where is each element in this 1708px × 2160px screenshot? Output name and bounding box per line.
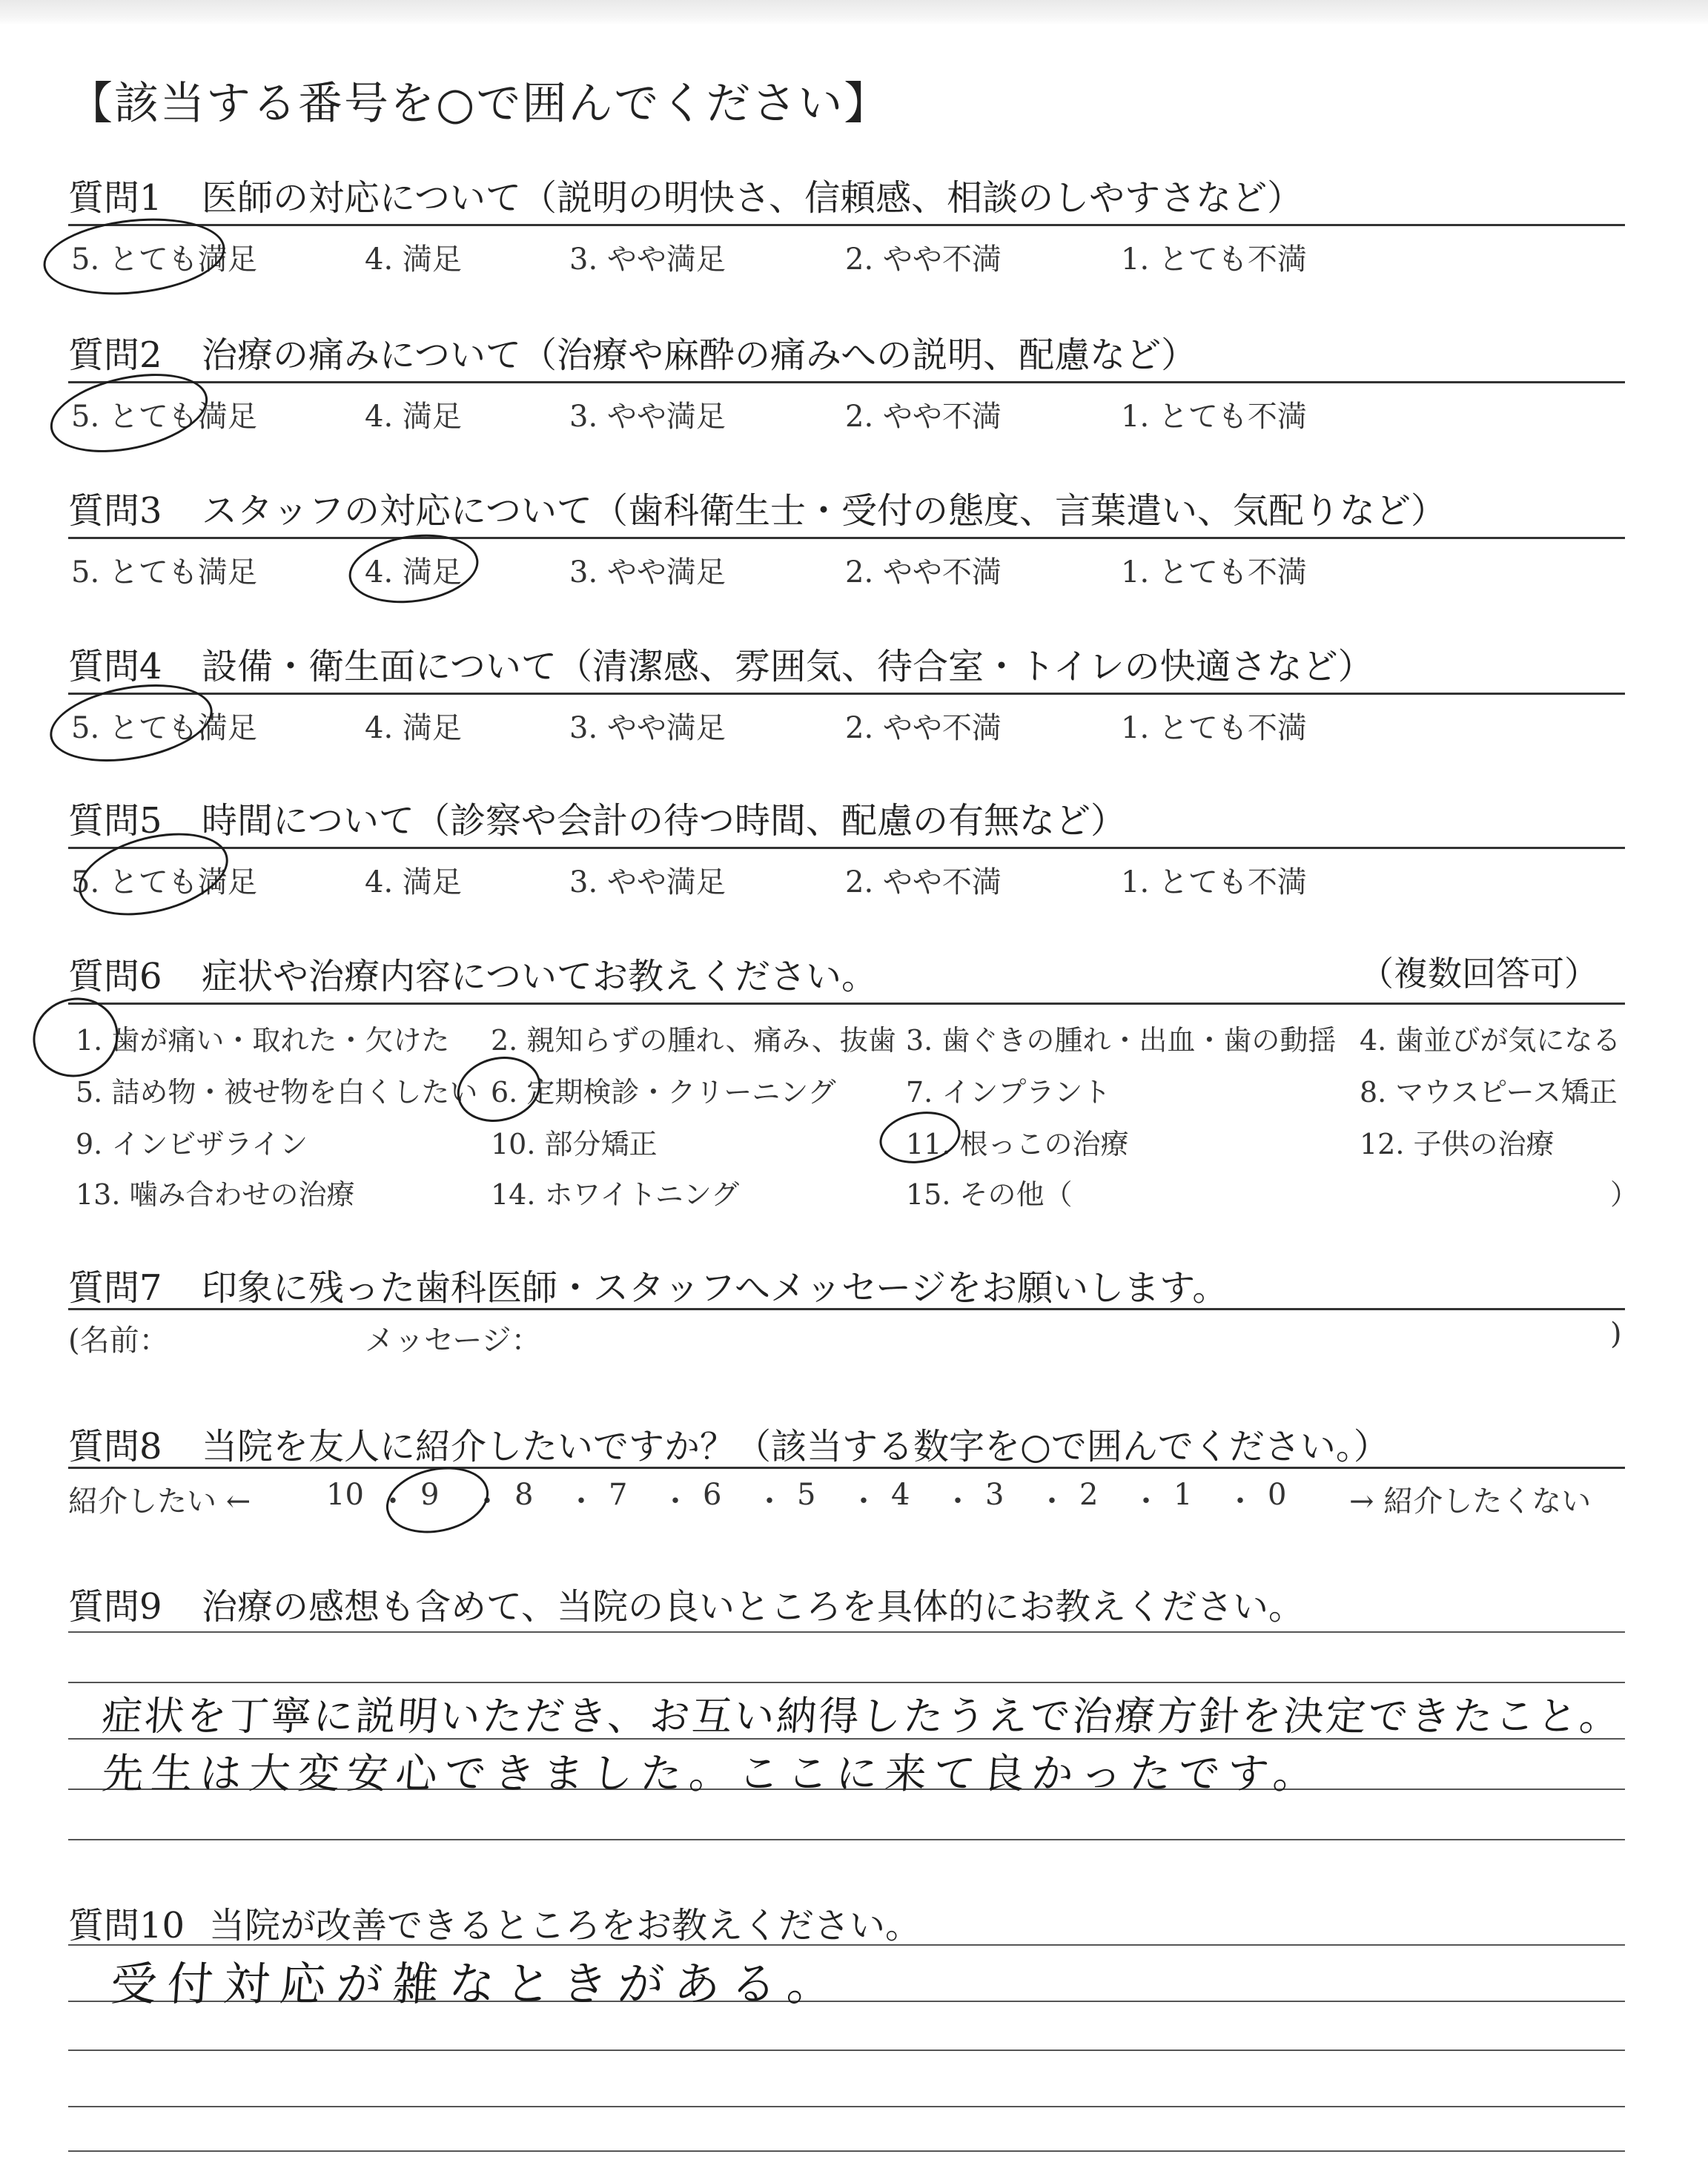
q4-option-2[interactable]: 2. やや不満 xyxy=(845,711,1002,745)
question-3-rule xyxy=(68,537,1625,539)
q4-option-1[interactable]: 1. とても不満 xyxy=(1121,711,1307,745)
q6-option-2[interactable]: 2. 親知らずの腫れ、痛み、抜歯 xyxy=(491,1024,896,1057)
question-6-rule xyxy=(68,1003,1625,1005)
question-2-rule xyxy=(68,381,1625,383)
question-7-rule xyxy=(68,1308,1625,1310)
q5-option-4[interactable]: 4. 満足 xyxy=(365,865,462,899)
q8-scale-value-1[interactable]: 1 xyxy=(1174,1478,1193,1512)
question-8-text: 当院を友人に紹介したいですか？（該当する数字を○で囲んでください。） xyxy=(202,1426,1389,1467)
question-2-number: 質問2 xyxy=(68,334,162,376)
q9-answer-line-1 xyxy=(68,1631,1625,1633)
q8-scale-separator: ・ xyxy=(755,1484,784,1519)
q7-name-label: (名前： xyxy=(68,1324,169,1358)
q6-option-3[interactable]: 3. 歯ぐきの腫れ・出血・歯の動揺 xyxy=(906,1024,1337,1057)
q8-scale-value-8[interactable]: 8 xyxy=(514,1478,534,1512)
q10-answer-line-1 xyxy=(68,1944,1625,1946)
q3-option-3[interactable]: 3. やや満足 xyxy=(569,555,726,589)
question-7 xyxy=(68,1259,1228,1310)
question-5-rule xyxy=(68,847,1625,849)
question-6-text: 症状や治療内容についてお教えください。 xyxy=(202,956,878,997)
question-8-rule xyxy=(68,1467,1625,1469)
question-8 xyxy=(68,1418,1389,1469)
q6-option-14[interactable]: 14. ホワイトニング xyxy=(491,1178,740,1211)
q3-option-4[interactable]: 4. 満足 xyxy=(365,555,462,589)
question-6-multiple-note: （複数回答可） xyxy=(1360,954,1598,994)
question-10-text: 当院が改善できるところをお教えください。 xyxy=(209,1905,921,1946)
question-1-number: 質問1 xyxy=(68,177,162,219)
question-4-text: 設備・衛生面について（清潔感、雰囲気、待合室・トイレの快適さなど） xyxy=(202,646,1374,687)
q8-scale-value-5[interactable]: 5 xyxy=(797,1478,816,1512)
q6-option-10[interactable]: 10. 部分矯正 xyxy=(491,1128,658,1160)
q6-option-6-selection-circle xyxy=(450,1048,547,1130)
q6-option-1[interactable]: 1. 歯が痛い・取れた・欠けた xyxy=(76,1024,450,1057)
question-3 xyxy=(68,482,1446,533)
question-2-text: 治療の痛みについて（治療や麻酔の痛みへの説明、配慮など） xyxy=(202,334,1197,376)
q8-scale-separator: ・ xyxy=(943,1484,973,1519)
q6-option-12[interactable]: 12. 子供の治療 xyxy=(1360,1128,1555,1160)
question-1 xyxy=(68,169,1302,220)
question-3-text: スタッフの対応について（歯科衛生士・受付の態度、言葉遣い、気配りなど） xyxy=(202,490,1447,532)
question-4-rule xyxy=(68,693,1625,695)
q8-selection-circle xyxy=(380,1458,495,1542)
q8-scale-separator: ・ xyxy=(472,1484,502,1519)
q10-answer-line-3 xyxy=(68,2050,1625,2051)
question-1-rule xyxy=(68,224,1625,226)
q6-other-close-paren: ） xyxy=(1610,1178,1639,1211)
q8-scale-value-9[interactable]: 9 xyxy=(420,1478,440,1512)
q1-option-5[interactable]: 5. とても満足 xyxy=(71,242,257,277)
q6-option-6[interactable]: 6. 定期検診・クリーニング xyxy=(491,1076,836,1109)
question-3-number: 質問3 xyxy=(68,490,162,532)
q6-option-9[interactable]: 9. インビザライン xyxy=(76,1128,308,1160)
q9-handwritten-answer-line-2: 先生は大変安心できました。ここに来て良かったです。 xyxy=(100,1750,1324,1798)
q9-answer-line-5 xyxy=(68,1839,1625,1840)
q8-scale-separator: ・ xyxy=(661,1484,690,1519)
q8-right-label: → 紹介したくない xyxy=(1349,1484,1592,1519)
q8-scale-separator: ・ xyxy=(1037,1484,1067,1519)
q6-option-5[interactable]: 5. 詰め物・被せ物を白くしたい xyxy=(76,1076,478,1109)
q3-option-2[interactable]: 2. やや不満 xyxy=(845,555,1002,589)
q6-option-4[interactable]: 4. 歯並びが気になる xyxy=(1360,1024,1621,1057)
question-4-number: 質問4 xyxy=(68,646,162,687)
question-10-number: 質問10 xyxy=(68,1905,185,1946)
q1-option-2[interactable]: 2. やや不満 xyxy=(845,242,1002,277)
q5-option-1[interactable]: 1. とても不満 xyxy=(1121,865,1307,899)
q6-option-11[interactable]: 11. 根っこの治療 xyxy=(906,1128,1129,1160)
question-9-number: 質問9 xyxy=(68,1586,162,1628)
form-title: 【該当する番号を○で囲んでください】 xyxy=(68,78,890,130)
q8-left-label: 紹介したい ← xyxy=(68,1484,251,1519)
q9-answer-line-2 xyxy=(68,1682,1625,1683)
q1-option-3[interactable]: 3. やや満足 xyxy=(569,242,726,277)
question-5-number: 質問5 xyxy=(68,800,162,842)
q7-close-paren: ) xyxy=(1610,1317,1622,1351)
q2-option-2[interactable]: 2. やや不満 xyxy=(845,400,1002,434)
q2-option-4[interactable]: 4. 満足 xyxy=(365,400,462,434)
q10-answer-line-5 xyxy=(68,2150,1625,2152)
question-4 xyxy=(68,638,1374,689)
q1-option-1[interactable]: 1. とても不満 xyxy=(1121,242,1307,277)
q8-scale-value-6[interactable]: 6 xyxy=(703,1478,722,1512)
q8-scale-separator: ・ xyxy=(1131,1484,1161,1519)
q8-scale-value-4[interactable]: 4 xyxy=(891,1478,910,1512)
q8-scale-value-10[interactable]: 10 xyxy=(326,1478,364,1512)
q9-handwritten-answer-line-1: 症状を丁寧に説明いただき、お互い納得したうえで治療方針を決定できたこと。 xyxy=(100,1693,1623,1740)
q5-option-2[interactable]: 2. やや不満 xyxy=(845,865,1002,899)
q5-option-5[interactable]: 5. とても満足 xyxy=(71,865,257,899)
question-7-text: 印象に残った歯科医師・スタッフへメッセージをお願いします。 xyxy=(202,1267,1228,1309)
question-9 xyxy=(68,1578,1304,1629)
q3-option-5[interactable]: 5. とても満足 xyxy=(71,555,257,589)
q2-option-1[interactable]: 1. とても不満 xyxy=(1121,400,1307,434)
q6-option-8[interactable]: 8. マウスピース矯正 xyxy=(1360,1076,1618,1109)
question-6 xyxy=(68,948,877,999)
q8-scale-separator: ・ xyxy=(849,1484,878,1519)
question-2 xyxy=(68,326,1196,377)
q3-selection-circle xyxy=(345,526,483,611)
q8-scale-value-7[interactable]: 7 xyxy=(609,1478,628,1512)
q8-scale-separator: ・ xyxy=(378,1484,408,1519)
q4-option-4[interactable]: 4. 満足 xyxy=(365,711,462,745)
question-5-text: 時間について（診察や会計の待つ時間、配慮の有無など） xyxy=(202,800,1127,842)
scan-top-edge xyxy=(0,0,1708,25)
q6-option-15[interactable]: 15. その他（ xyxy=(906,1178,1073,1211)
question-5 xyxy=(68,792,1126,843)
q6-option-13[interactable]: 13. 噛み合わせの治療 xyxy=(76,1178,355,1211)
question-7-number: 質問7 xyxy=(68,1267,162,1309)
q10-handwritten-answer-line-1: 受付対応が雑なときがある。 xyxy=(109,1957,846,2011)
q3-option-1[interactable]: 1. とても不満 xyxy=(1121,555,1307,589)
q8-scale-value-3[interactable]: 3 xyxy=(985,1478,1004,1512)
q8-scale-value-2[interactable]: 2 xyxy=(1079,1478,1099,1512)
question-9-text: 治療の感想も含めて、当院の良いところを具体的にお教えください。 xyxy=(202,1586,1305,1628)
q8-scale-value-0[interactable]: 0 xyxy=(1268,1478,1287,1512)
q1-option-4[interactable]: 4. 満足 xyxy=(365,242,462,277)
question-6-number: 質問6 xyxy=(68,956,162,997)
q4-option-3[interactable]: 3. やや満足 xyxy=(569,711,726,745)
q2-option-3[interactable]: 3. やや満足 xyxy=(569,400,726,434)
q7-message-label: メッセージ： xyxy=(365,1324,541,1358)
q8-scale-separator: ・ xyxy=(1225,1484,1255,1519)
question-8-number: 質問8 xyxy=(68,1426,162,1467)
q5-option-3[interactable]: 3. やや満足 xyxy=(569,865,726,899)
q2-option-5[interactable]: 5. とても満足 xyxy=(71,400,257,434)
q8-scale-separator: ・ xyxy=(566,1484,596,1519)
question-1-text: 医師の対応について（説明の明快さ、信頼感、相談のしやすさなど） xyxy=(202,177,1303,219)
q6-option-7[interactable]: 7. インプラント xyxy=(906,1076,1111,1109)
q4-option-5[interactable]: 5. とても満足 xyxy=(71,711,257,745)
q10-answer-line-4 xyxy=(68,2106,1625,2107)
question-10 xyxy=(68,1897,921,1948)
